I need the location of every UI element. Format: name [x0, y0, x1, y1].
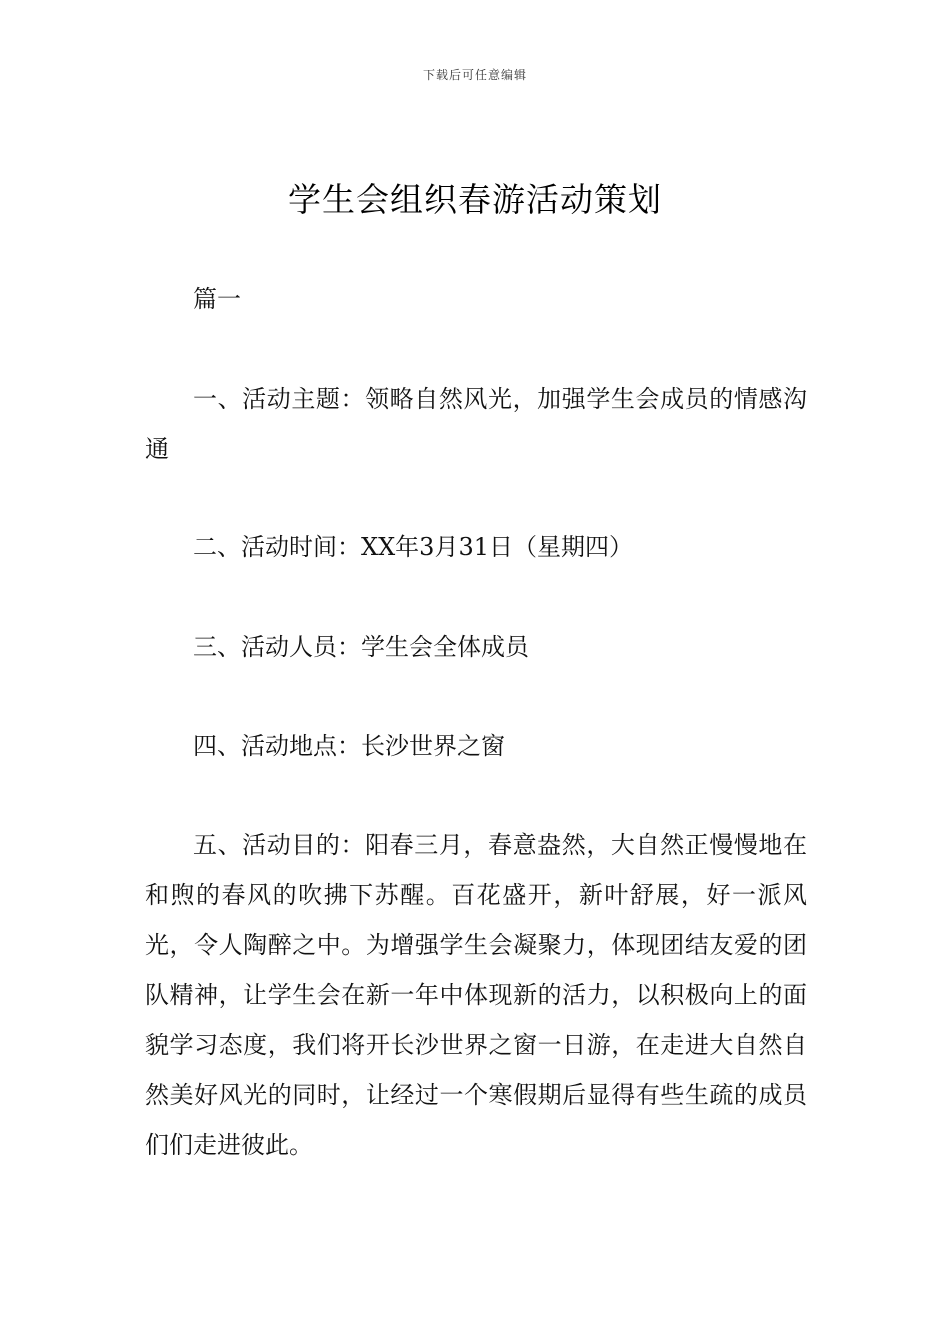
paragraph-location: 四、活动地点：长沙世界之窗: [193, 732, 505, 760]
paragraph-block-time: [145, 522, 807, 572]
paragraph-block-participants: [145, 622, 807, 672]
section-heading-block: [145, 274, 807, 324]
paragraph-time: 二、活动时间：XX年3月31日（星期四）: [193, 533, 633, 561]
paragraph-block-purpose: [145, 820, 807, 1170]
paragraph-participants: 三、活动人员：学生会全体成员: [193, 633, 529, 661]
paragraph-block-theme: [145, 374, 807, 474]
document-title: 学生会组织春游活动策划: [288, 180, 662, 219]
paragraph-theme: 一、活动主题：领略自然风光，加强学生会成员的情感沟通: [145, 385, 807, 463]
section-heading: 篇一: [193, 285, 241, 313]
paragraph-block-location: [145, 721, 807, 771]
paragraph-purpose: 五、活动目的：阳春三月，春意盎然，大自然正慢慢地在和煦的春风的吹拂下苏醒。百花盛开，新叶舒展，好一派风光，令人陶醉之中。为增强学生会凝聚力，体现团结友爱的团队精神，让学生会在新一年中体现新的活力，以积极向上的面貌学习态度，我们将开长沙世界之窗一日游，在走进大自然自然美好风光的同时，让经过一个寒假期后显得有些生疏的成员们们走进彼此。: [145, 831, 807, 1159]
header-note: 下载后可任意编辑: [422, 68, 527, 82]
